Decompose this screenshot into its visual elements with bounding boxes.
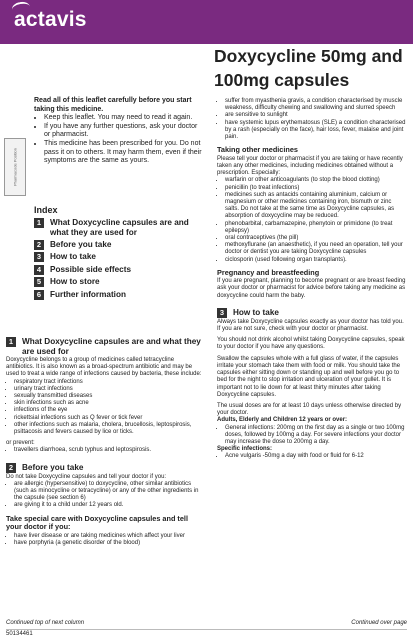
section-number: 1 xyxy=(34,218,44,228)
intro-lead: Read all of this leaflet carefully before you start taking this medicine. xyxy=(34,97,192,113)
list-item: • warfarin or other anticoagulants (to stop the blood clotting) xyxy=(225,177,407,184)
section-body: The usual doses are for at least 10 days unless otherwise directed by your doctor. xyxy=(217,402,402,417)
section-body: Always take Doxycycline capsules exactly as your doctor has told you. If you are not sure, check with your doctor or pharmacist. xyxy=(217,318,404,333)
prevent-list xyxy=(6,447,202,454)
section-number: 2 xyxy=(34,240,44,250)
special-care-list-cont xyxy=(217,98,407,141)
list-item: • infections of the eye xyxy=(14,407,202,414)
index-item-label: Further information xyxy=(50,289,126,299)
index-list xyxy=(34,218,206,303)
list-item: • are sensitive to sunlight xyxy=(225,112,407,119)
infection-list xyxy=(6,379,202,437)
index-heading: Index xyxy=(34,205,58,215)
do-not-take-list xyxy=(6,481,202,510)
list-item: • suffer from myasthenia gravis, a condition characterised by muscle weakness, difficulty chewing and swallowing and slurred speech xyxy=(225,98,407,112)
list-item: • travellers diarrhoea, scrub typhus and leptospirosis. xyxy=(14,447,202,454)
section-body: You should not drink alcohol whilst taking Doxycycline capsules, speak to your doctor if you have any questions. xyxy=(217,337,405,351)
list-item: • urinary tract infections xyxy=(14,386,202,393)
intro-block xyxy=(34,97,202,166)
list-item: • have liver disease or are taking medicines which affect your liver xyxy=(14,533,202,540)
footer-divider xyxy=(6,629,407,630)
intro-list xyxy=(34,114,202,166)
other-medicines-list xyxy=(217,177,407,263)
section-number: 5 xyxy=(34,277,44,287)
list-item: • are giving it to a child under 12 years old. xyxy=(14,502,202,509)
list-item: • If you have any further questions, ask your doctor or pharmacist. xyxy=(44,123,202,140)
section-1 xyxy=(6,337,202,547)
dose-list xyxy=(217,425,407,447)
list-item: • phenobarbital, carbamazepine, phenytoin or primidone (to treat epilepsy) xyxy=(225,221,407,235)
or-prevent-label: or prevent: xyxy=(6,440,35,447)
list-item: • other infections such as malaria, cholera, brucellosis, leptospirosis, psittacosis and fevers caused by lice or ticks. xyxy=(14,422,202,436)
pregnancy-heading: Pregnancy and breastfeeding xyxy=(217,267,320,277)
list-item: • penicillin (to treat infections) xyxy=(225,185,407,192)
list-item: • General infections: 200mg on the first day as a single or two 100mg doses, followed by 100mg a day. For severe infections your doctor may increase the dose to 200mg a day. xyxy=(225,425,407,447)
document-code: 50134461 xyxy=(6,631,33,637)
list-item: • ciclosporin (used following organ transplants). xyxy=(225,257,407,264)
section-body: Please tell your doctor or pharmacist if you are taking or have recently taken any other medicines, including medicines obtained without a prescription. Especially: xyxy=(217,155,403,177)
section-number: 3 xyxy=(34,252,44,262)
index-item-label: Possible side effects xyxy=(50,264,131,274)
section-number: 3 xyxy=(217,308,227,318)
list-item: • are allergic (hypersensitive) to doxycycline, other similar antibiotics (such as minocycline or tetracycline) or any of the other ingredients in the capsule (see section 6) xyxy=(14,481,202,503)
adults-heading: Adults, Elderly and Children 12 years or over: xyxy=(217,417,348,424)
actavis-logo xyxy=(14,8,87,32)
brand-header-bar xyxy=(0,0,413,44)
section-body: Doxycycline belongs to a group of medicines called tetracycline antibiotics. It is also known as a broad-spectrum antibiotic and may be used to treat a wide range of infections caused by bacteria, these include: xyxy=(6,357,202,378)
index-item-label: How to store xyxy=(50,277,100,287)
section-title: Before you take xyxy=(22,462,84,472)
index-item[interactable] xyxy=(34,290,206,300)
section-title: How to take xyxy=(233,307,279,317)
section-body: If you are pregnant, planning to become pregnant or are breast feeding ask your doctor or pharmacist for advice before taking any medicine as doxycycline could harm the baby. xyxy=(217,278,406,299)
section-number: 4 xyxy=(34,265,44,275)
index-item-label: Before you take xyxy=(50,239,112,249)
list-item: • sexually transmitted diseases xyxy=(14,393,202,400)
section-heading xyxy=(6,463,202,473)
specific-list xyxy=(217,453,407,460)
list-item: • have porphyria (a genetic disorder of the blood) xyxy=(14,540,202,547)
section-title: What Doxycycline capsules are and what they are used for xyxy=(22,337,201,356)
list-item: • respiratory tract infections xyxy=(14,379,202,386)
section-number: 2 xyxy=(6,463,16,473)
special-care-heading: Take special care with Doxycycline capsules and tell your doctor if you: xyxy=(6,513,188,532)
index-item[interactable] xyxy=(34,218,206,237)
section-heading xyxy=(217,308,407,318)
list-item: • methoxyflurane (an anaesthetic), if you need an operation, tell your doctor or dentist you are taking Doxycycline capsules xyxy=(225,242,407,256)
section-number: 1 xyxy=(6,337,16,347)
section-number: 6 xyxy=(34,290,44,300)
continued-note-right: Continued over page xyxy=(351,620,407,626)
page-title: Doxycycline 50mg and 100mg capsules xyxy=(214,46,403,90)
index-item[interactable] xyxy=(34,265,206,275)
list-item: • rickettsial infections such as Q fever or tick fever xyxy=(14,415,202,422)
list-item: • Acne vulgaris -50mg a day with food or fluid for 6-12 xyxy=(225,453,407,460)
special-care-list xyxy=(6,533,202,547)
specific-infections-heading: Specific infections: xyxy=(217,446,273,453)
list-item: • oral contraceptives (the pill) xyxy=(225,235,407,242)
list-item: • Keep this leaflet. You may need to read it again. xyxy=(44,114,202,123)
brand-name: actavis xyxy=(14,8,87,31)
index-item[interactable] xyxy=(34,277,206,287)
index-item[interactable] xyxy=(34,240,206,250)
other-medicines-heading: Taking other medicines xyxy=(217,145,298,155)
pharmacode-label: Pharmacode Position xyxy=(12,147,18,187)
list-item: • skin infections such as acne xyxy=(14,400,202,407)
pharmacode-box xyxy=(4,138,26,196)
section-body: Do not take Doxycycline capsules and tell your doctor if you: xyxy=(6,473,167,480)
continued-note-left: Continued top of next column xyxy=(6,620,85,626)
list-item: • have systemic lupus erythematosus (SLE) a condition characterised by a rash (especially on the face), hair loss, fever, malaise and joint pain. xyxy=(225,120,407,142)
index-item-label: What Doxycycline capsules are and what they are used for xyxy=(50,218,189,237)
section-heading xyxy=(6,337,202,356)
index-item[interactable] xyxy=(34,252,206,262)
index-item-label: How to take xyxy=(50,252,96,262)
list-item: • medicines such as antacids containing aluminium, calcium or magnesium or other medicines containing iron, bismuth or zinc salts. Do not take at the same time as Doxycycline capsules, as absorption of doxycycline may be reduced. xyxy=(225,192,407,221)
section-body: Swallow the capsules whole with a full glass of water, if the capsules irritate your stomach take them with food or milk. You should take the capsules either sitting down or standing up and well before you go to bed for the night to stop irritation and ulceration of your gullet. It is important not to lie down for at least thirty minutes after taking Doxycycline capsules. xyxy=(217,355,401,398)
list-item: • This medicine has been prescribed for you. Do not pass it on to others. It may harm them, even if their symptoms are the same as yours. xyxy=(44,140,202,166)
right-column xyxy=(217,98,407,461)
